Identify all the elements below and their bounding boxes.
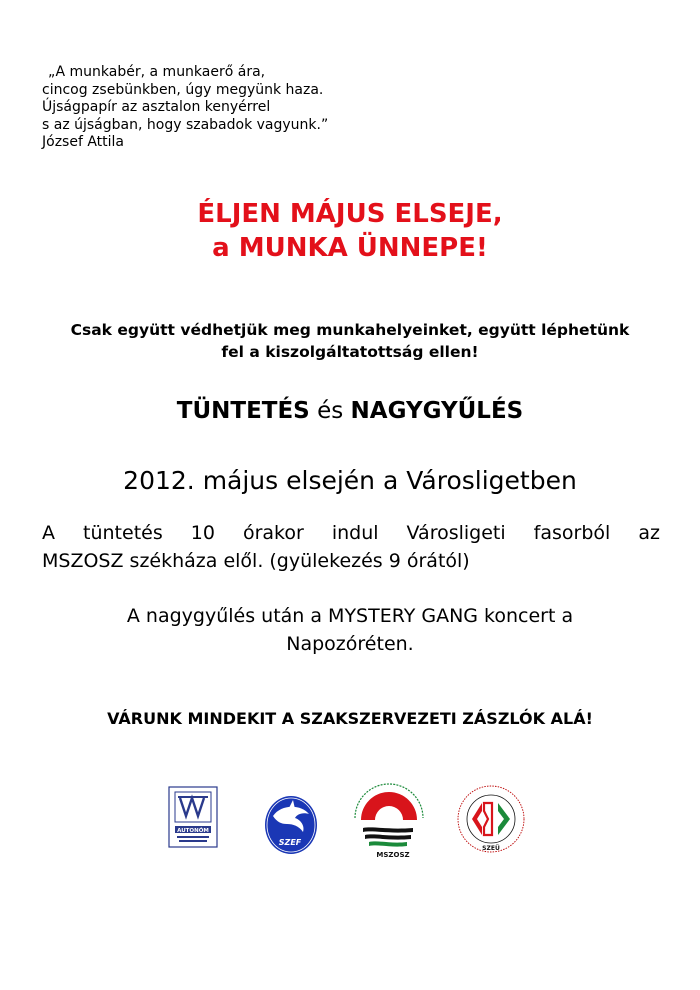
concert-line-1: A nagygyűlés után a MYSTERY GANG koncert a bbox=[126, 605, 574, 627]
intro-line-2: fel a kiszolgáltatottság ellen! bbox=[221, 343, 479, 361]
headline-line-1: ÉLJEN MÁJUS ELSEJE, bbox=[197, 199, 503, 229]
szeu-logo-text: SZEÜ bbox=[482, 845, 500, 852]
dolphin-logo-icon bbox=[263, 792, 319, 856]
szef-logo-text: SZEF bbox=[278, 838, 302, 847]
intro-line-1: Csak együtt védhetjük meg munkahelyeinket, együtt léphetünk bbox=[70, 321, 630, 339]
march-word: tüntetés bbox=[83, 522, 163, 544]
event-word-rally: NAGYGYŰLÉS bbox=[350, 398, 524, 424]
union-logos bbox=[0, 770, 700, 870]
szeu-logo-icon bbox=[452, 780, 530, 858]
event-word-protest: TÜNTETÉS bbox=[176, 398, 310, 424]
march-word: indul bbox=[331, 522, 379, 544]
concert-info bbox=[40, 602, 660, 658]
mszosz-logo-icon bbox=[347, 778, 431, 862]
mszosz-logo-text: MSZOSZ bbox=[376, 851, 410, 859]
autonom-logo-icon bbox=[168, 786, 218, 848]
march-word: A bbox=[42, 522, 55, 544]
quote-line: s az újságban, hogy szabadok vagyunk.” bbox=[42, 116, 329, 133]
invitation-text: VÁRUNK MINDEKIT A SZAKSZERVEZETI ZÁSZLÓK ALÁ! bbox=[107, 709, 593, 728]
march-word: fasorból bbox=[533, 522, 611, 544]
march-word: az bbox=[638, 522, 660, 544]
event-date-location: 2012. május elsején a Városligetben bbox=[123, 466, 577, 495]
headline-line-2: a MUNKA ÜNNEPE! bbox=[212, 233, 488, 263]
autonom-logo-text: AUTONÓM bbox=[177, 828, 209, 834]
event-title bbox=[0, 396, 700, 426]
concert-line-2: Napozóréten. bbox=[286, 633, 414, 655]
march-line-2: MSZOSZ székháza elől. (gyülekezés 9 órától) bbox=[42, 550, 470, 572]
march-word: 10 bbox=[190, 522, 215, 544]
event-connector: és bbox=[317, 398, 344, 424]
quote-line: cincog zsebünkben, úgy megyünk haza. bbox=[42, 81, 324, 98]
quote-line: „A munkabér, a munkaerő ára, bbox=[48, 64, 266, 80]
quote-line: Újságpapír az asztalon kenyérrel bbox=[42, 99, 271, 115]
poem-quote bbox=[42, 64, 328, 152]
quote-author: József Attila bbox=[42, 134, 124, 150]
headline bbox=[0, 197, 700, 265]
march-info bbox=[42, 519, 660, 575]
march-line-1 bbox=[42, 519, 660, 547]
march-word: Városligeti bbox=[406, 522, 506, 544]
march-word: órakor bbox=[242, 522, 304, 544]
intro-text bbox=[30, 319, 670, 363]
